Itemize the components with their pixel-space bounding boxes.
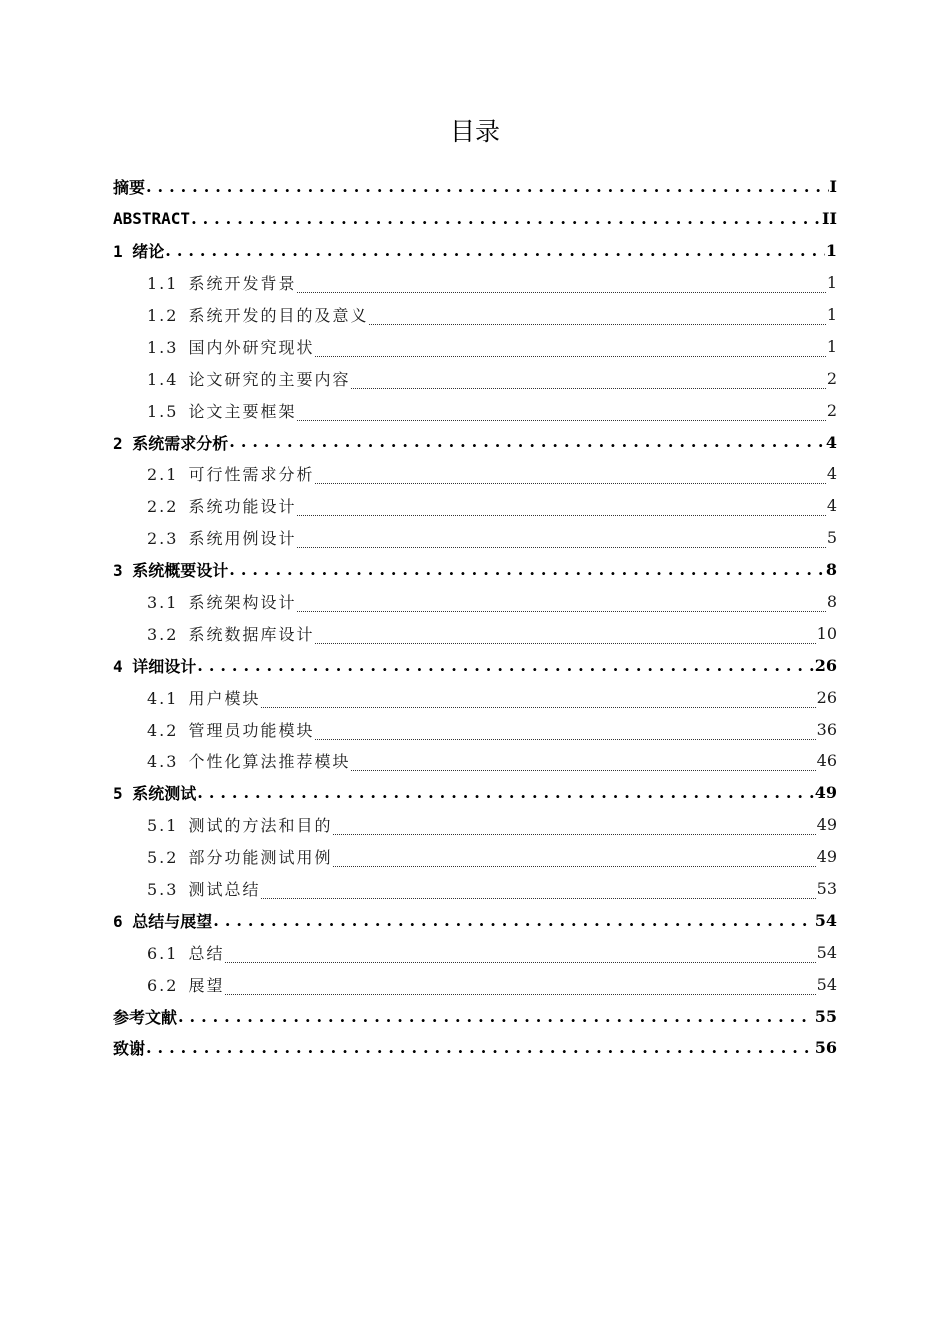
toc-entry-label [147,941,224,964]
toc-page-number: 1 [825,241,837,261]
toc-page-number: 5 [826,528,837,548]
toc-dot-leader [297,420,825,421]
toc-page-number: 54 [814,910,837,930]
toc-entry-label [147,622,314,645]
toc-entry-text: 展望 [188,975,225,995]
toc-page-number: 49 [814,783,837,803]
toc-entry-text: 部分功能测试用例 [188,848,333,868]
toc-entry-label [113,909,212,932]
toc-entry-text: ABSTRACT [113,209,191,229]
toc-page-number: 26 [816,687,837,707]
toc-dot-leader [225,962,815,963]
toc-dot-leader [369,324,825,325]
toc-page-number: 2 [826,400,837,420]
toc-entry-number: 6.1 [147,943,179,963]
toc-entry-text: 系统概要设计 [132,561,229,581]
toc-entry-number: 1.5 [147,401,179,421]
toc-page-number: 46 [816,751,837,771]
toc-entry-number: 2.1 [147,465,179,485]
toc-entry-number: 2 [113,433,123,453]
toc-dot-leader [297,292,825,293]
toc-entry-text: 参考文献 [113,1007,178,1027]
toc-entry-text: 系统开发背景 [188,274,297,294]
toc-entry-number: 2.3 [147,529,179,549]
toc-entry-number: 1.4 [147,369,179,389]
toc-page-number: 4 [825,432,837,452]
toc-section-entry[interactable] [113,873,837,905]
toc-entry-text: 系统架构设计 [188,593,297,613]
toc-dot-leader [351,388,825,389]
toc-dot-leader [315,739,815,740]
toc-dot-leader [197,656,813,675]
toc-entry-number: 4.1 [147,688,179,708]
toc-dot-leader [297,611,825,612]
toc-page-number: 4 [826,464,837,484]
toc-dot-leader [213,911,813,930]
toc-entry-label [113,175,145,198]
toc-entry-label [147,303,368,326]
toc-entry-number: 5 [113,784,123,804]
toc-entry-label [147,590,296,613]
toc-entry-label [147,877,260,900]
toc-section-entry[interactable] [113,586,837,618]
toc-page-number: I [829,177,837,197]
toc-entry-number: 5.3 [147,880,179,900]
toc-page-number: 8 [826,592,837,612]
toc-dot-leader [229,560,825,579]
toc-page-number: 54 [816,942,837,962]
toc-entry-label [113,239,164,262]
toc-page-number: 26 [814,655,837,675]
toc-page-number: II [822,209,837,229]
toc-dot-leader [229,432,825,451]
toc-entry-number: 3.1 [147,593,179,613]
toc-dot-leader [297,547,825,548]
toc-entry-label [147,718,314,741]
toc-entry-text: 论文研究的主要内容 [188,369,351,389]
toc-entry-number: 4.2 [147,720,179,740]
toc-entry-label [147,367,350,390]
toc-section-entry[interactable] [113,681,837,713]
toc-page-number: 4 [826,496,837,516]
toc-entry-text: 系统测试 [132,784,197,804]
toc-page-number: 1 [826,305,837,324]
toc-entry-text: 测试总结 [188,880,261,900]
table-of-contents [113,171,837,1064]
toc-page-number: 1 [826,273,837,293]
toc-section-entry[interactable] [113,522,837,554]
toc-entry-label [147,271,296,294]
toc-chapter-entry[interactable] [113,171,837,203]
toc-entry-number: 5.1 [147,816,179,836]
toc-entry-text: 系统开发的目的及意义 [188,306,369,325]
toc-entry-label [147,494,296,517]
toc-section-entry[interactable] [113,267,837,299]
toc-dot-leader [261,898,815,899]
toc-section-entry[interactable] [113,394,837,426]
toc-entry-number: 1.2 [147,306,179,325]
toc-chapter-entry[interactable] [113,777,837,809]
toc-page-number: 36 [816,719,837,739]
toc-entry-label [113,781,196,804]
toc-dot-leader [351,770,815,771]
toc-chapter-entry[interactable] [113,904,837,936]
toc-entry-text: 系统用例设计 [188,529,297,549]
toc-entry-label [113,558,228,581]
toc-chapter-entry[interactable] [113,1032,837,1064]
toc-dot-leader [261,707,815,708]
toc-entry-number: 1 [113,242,123,262]
toc-entry-number: 2.2 [147,497,179,517]
toc-entry-number: 6 [113,911,123,931]
toc-page-number: 1 [826,336,837,356]
toc-entry-text: 个性化算法推荐模块 [188,752,351,772]
toc-entry-text: 摘要 [113,178,146,198]
toc-section-entry[interactable] [113,936,837,968]
toc-entry-number: 3 [113,561,123,581]
toc-entry-text: 测试的方法和目的 [188,816,333,836]
toc-dot-leader [146,177,829,196]
toc-entry-text: 论文主要框架 [188,401,297,421]
toc-entry-number: 1.3 [147,337,179,357]
toc-entry-text: 用户模块 [188,688,261,708]
toc-dot-leader [165,241,825,260]
toc-entry-number: 3.2 [147,624,179,644]
toc-entry-label [113,654,196,677]
toc-entry-label [147,335,314,358]
toc-entry-label [147,686,260,709]
toc-section-entry[interactable] [113,490,837,522]
toc-page-number: 10 [816,623,837,643]
toc-dot-leader [333,834,815,835]
toc-section-entry[interactable] [113,841,837,873]
toc-entry-text: 系统数据库设计 [188,624,315,644]
toc-section-entry[interactable] [113,330,837,362]
toc-dot-leader [146,1038,814,1057]
toc-dot-leader [333,866,815,867]
toc-chapter-entry[interactable] [113,426,837,458]
toc-page-number: 8 [825,560,837,580]
toc-entry-label [113,1036,145,1059]
toc-entry-label [147,749,350,772]
toc-entry-number: 5.2 [147,848,179,868]
toc-entry-text: 管理员功能模块 [188,720,315,740]
toc-dot-leader [178,1007,814,1026]
toc-page-number: 55 [814,1006,837,1026]
toc-entry-text: 总结 [188,943,225,963]
toc-page-number: 2 [826,368,837,388]
toc-page-number: 54 [816,974,837,994]
toc-entry-text: 详细设计 [132,656,197,676]
toc-entry-text: 国内外研究现状 [188,337,315,357]
toc-entry-label [147,813,332,836]
toc-chapter-entry[interactable] [113,203,837,235]
toc-chapter-entry[interactable] [113,235,837,267]
toc-dot-leader [197,783,813,802]
toc-chapter-entry[interactable] [113,649,837,681]
toc-section-entry[interactable] [113,458,837,490]
toc-page-number: 49 [816,815,837,835]
toc-entry-label [147,526,296,549]
toc-entry-number: 6.2 [147,975,179,995]
toc-page-number: 53 [816,879,837,899]
toc-page-number: 56 [814,1038,837,1058]
toc-entry-text: 致谢 [113,1039,146,1059]
toc-dot-leader [225,994,815,995]
toc-entry-number: 1.1 [147,274,179,294]
toc-entry-text: 系统功能设计 [188,497,297,517]
toc-entry-text: 可行性需求分析 [188,465,315,485]
toc-entry-text: 绪论 [132,242,165,262]
toc-entry-label [113,209,190,228]
toc-entry-text: 系统需求分析 [132,433,229,453]
toc-dot-leader [315,483,825,484]
toc-dot-leader [191,209,821,228]
toc-entry-label [147,973,224,996]
toc-chapter-entry[interactable] [113,554,837,586]
toc-section-entry[interactable] [113,617,837,649]
toc-chapter-entry[interactable] [113,1000,837,1032]
toc-entry-label [147,399,296,422]
toc-section-entry[interactable] [113,809,837,841]
toc-section-entry[interactable] [113,299,837,331]
toc-section-entry[interactable] [113,968,837,1000]
toc-entry-label [147,462,314,485]
toc-page-number: 49 [816,847,837,867]
toc-entry-number: 4.3 [147,752,179,772]
toc-dot-leader [297,515,825,516]
toc-section-entry[interactable] [113,362,837,394]
toc-entry-number: 4 [113,656,123,676]
page-title: 目录 [449,117,500,146]
toc-dot-leader [315,643,815,644]
toc-entry-label [113,431,228,454]
toc-entry-label [147,845,332,868]
toc-entry-label [113,1005,177,1028]
toc-section-entry[interactable] [113,713,837,745]
toc-section-entry[interactable] [113,745,837,777]
toc-dot-leader [315,356,825,357]
toc-entry-text: 总结与展望 [132,911,213,931]
